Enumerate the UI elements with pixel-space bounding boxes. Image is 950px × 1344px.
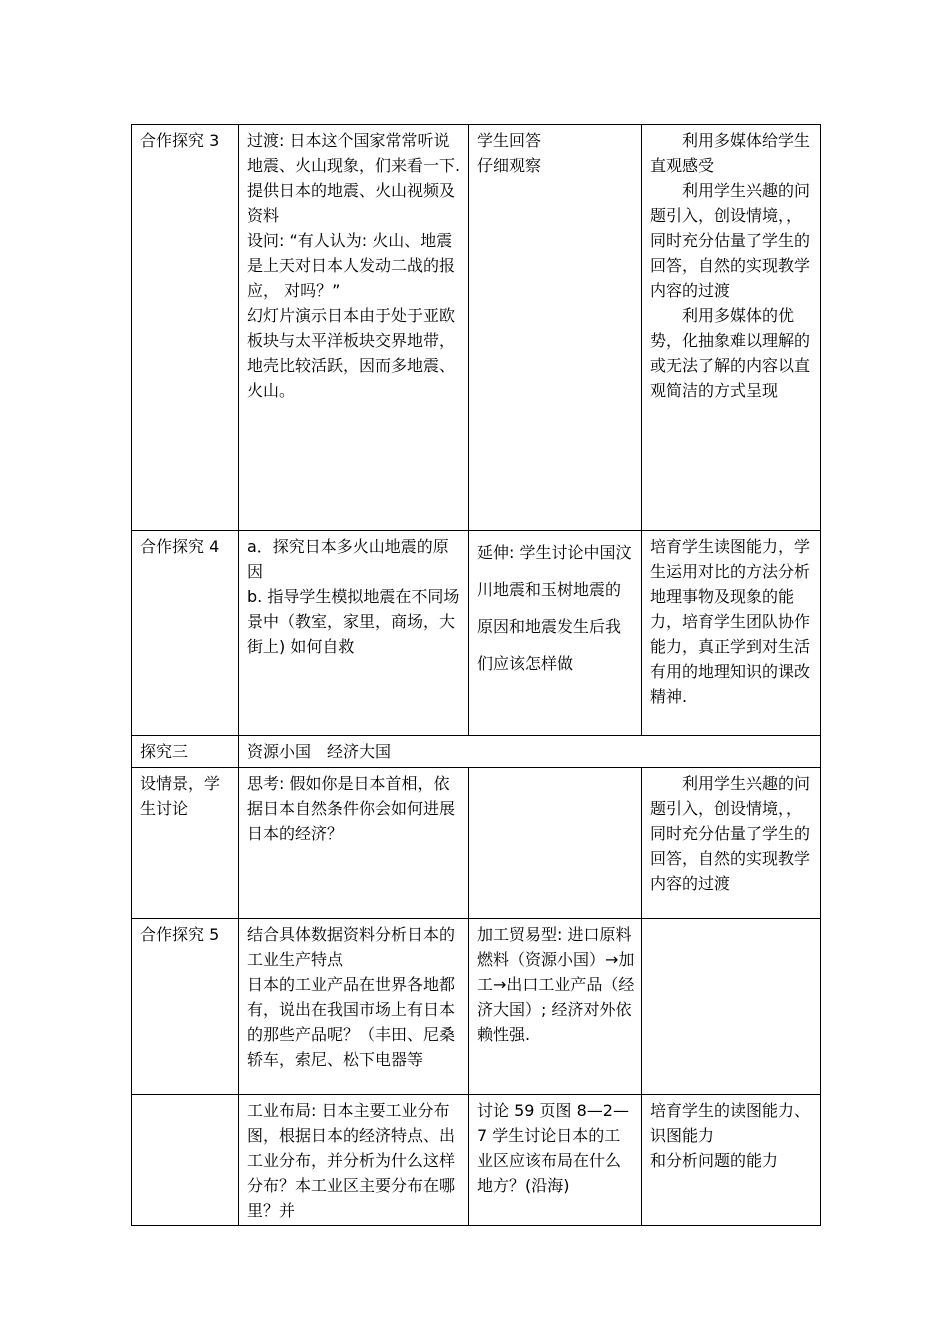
intent-text: 利用学生兴趣的问题引入，创设情境，，同时充分估量了学生的回答，自然的实现教学内容的过渡 [650,181,811,300]
content-text: 过渡: 日本这个国家常常听说地震、火山现象，们来看一下. 提供日本的地震、火山视频及资料 [247,131,466,225]
table-row [132,1095,821,1226]
content-cell [239,919,469,1095]
stage-label-cell [132,1095,239,1226]
content-text: 设问: “有人认为: 火山、地震是上天对日本人发动二战的报应， 对吗？” [247,231,456,300]
activity-cell [469,768,642,919]
intent-cell [642,1095,821,1226]
table-row [132,919,821,1095]
content-text: 日本的工业产品在世界各地都有，说出在我国市场上有日本的那些产品呢？（丰田、尼桑轿车，索尼、松下电器等 [247,975,456,1069]
content-text: b. 指导学生模拟地震在不同场景中（教室，家里，商场，大街上) 如何自救 [247,587,460,656]
intent-text: 和分析问题的能力 [650,1151,779,1170]
intent-text: 利用多媒体给学生直观感受 [650,131,811,175]
section-title-cell [239,736,821,768]
intent-text: 利用多媒体的优势，化抽象难以理解的或无法了解的内容以直观简洁的方式呈现 [650,306,811,400]
intent-text: 培育学生读图能力，学生运用对比的方法分析地理事物及现象的能力，培育学生团队协作能力，真正学到对生活有用的地理知识的课改精神. [650,537,811,706]
intent-text: 利用学生兴趣的问题引入，创设情境，，同时充分估量了学生的回答，自然的实现教学内容的过渡 [650,774,811,893]
activity-text: 加工贸易型: 进口原料燃料（资源小国）→加工→出口工业产品（经济大国）; 经济对外依赖性强. [477,925,635,1044]
stage-label-cell [132,125,239,531]
content-text: a．探究日本多火山地震的原因 [247,537,449,581]
activity-cell [469,919,642,1095]
content-cell [239,531,469,736]
content-cell [239,125,469,531]
content-text: 工业布局: 日本主要工业分布图，根据日本的经济特点、出工业分布，并分析为什么这样分布？本工业区主要分布在哪里？并 [247,1101,456,1220]
table-row [132,736,821,768]
stage-label: 探究三 [140,742,189,761]
intent-cell [642,768,821,919]
content-cell [239,1095,469,1226]
content-text: 思考: 假如你是日本首相，依据日本自然条件你会如何进展日本的经济？ [247,774,456,843]
activity-text: 延伸: 学生讨论中国汶川地震和玉树地震的原因和地震发生后我们应该怎样做 [477,543,632,673]
stage-label: 合作探究 5 [140,925,220,944]
stage-label-cell [132,531,239,736]
content-text: 幻灯片演示日本由于处于亚欧板块与太平洋板块交界地带，地壳比较活跃，因而多地震、火山。 [247,306,456,400]
content-cell [239,768,469,919]
intent-cell [642,531,821,736]
stage-label-cell [132,768,239,919]
intent-cell [642,919,821,1095]
stage-label: 合作探究 3 [140,131,220,150]
table-row [132,125,821,531]
intent-cell [642,125,821,531]
stage-label-cell [132,919,239,1095]
activity-cell [469,1095,642,1226]
stage-label: 合作探究 4 [140,537,220,556]
content-text: 结合具体数据资料分析日本的工业生产特点 [247,925,456,969]
stage-label: 设情景，学生讨论 [140,774,221,818]
table-row [132,531,821,736]
activity-text: 讨论 59 页图 8—2—7 学生讨论日本的工业区应该布局在什么地方？(沿海) [477,1101,629,1195]
activity-text: 仔细观察 [477,156,542,175]
lesson-plan-table [131,124,821,1226]
stage-label-cell [132,736,239,768]
table-row [132,768,821,919]
activity-cell [469,531,642,736]
activity-cell [469,125,642,531]
intent-text: 培育学生的读图能力、识图能力 [650,1101,811,1145]
activity-text: 学生回答 [477,131,542,150]
section-title: 资源小国 经济大国 [247,742,392,761]
